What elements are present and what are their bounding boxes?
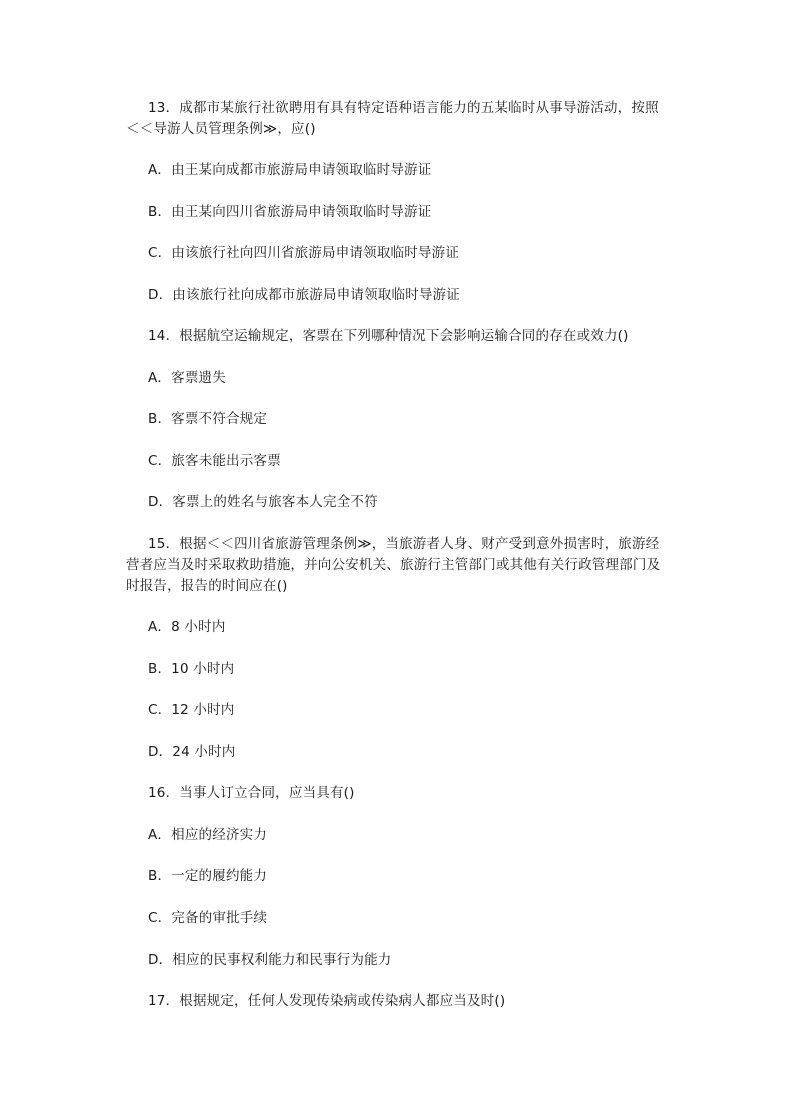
question-13-line-2: ＜＜导游人员管理条例≫，应() bbox=[126, 121, 316, 137]
question-13-option-b: B．由王某向四川省旅游局申请领取临时导游证 bbox=[148, 204, 432, 220]
question-15-option-a: A．8 小时内 bbox=[148, 619, 226, 635]
question-14-option-a: A．客票遗失 bbox=[148, 370, 226, 386]
question-15-option-b: B．10 小时内 bbox=[148, 661, 235, 677]
question-13-line-1: 13．成都市某旅行社欲聘用有具有特定语种语言能力的五某临时从事导游活动，按照 bbox=[148, 100, 659, 116]
question-15-option-d: D．24 小时内 bbox=[148, 744, 236, 760]
question-13-option-d: D．由该旅行社向成都市旅游局申请领取临时导游证 bbox=[148, 287, 460, 303]
question-14-line-1: 14．根据航空运输规定，客票在下列哪种情况下会影响运输合同的存在或效力() bbox=[148, 328, 629, 344]
question-16-option-b: B．一定的履约能力 bbox=[148, 868, 268, 884]
question-14-option-c: C．旅客未能出示客票 bbox=[148, 453, 281, 469]
question-17-line-1: 17．根据规定，任何人发现传染病或传染病人都应当及时() bbox=[148, 993, 506, 1009]
question-16-line-1: 16．当事人订立合同，应当具有() bbox=[148, 785, 355, 801]
question-13-option-c: C．由该旅行社向四川省旅游局申请领取临时导游证 bbox=[148, 245, 460, 261]
question-16-option-c: C．完备的审批手续 bbox=[148, 910, 268, 926]
question-15-option-c: C．12 小时内 bbox=[148, 702, 235, 718]
question-14-option-d: D．客票上的姓名与旅客本人完全不符 bbox=[148, 494, 378, 510]
question-14-option-b: B．客票不符合规定 bbox=[148, 411, 268, 427]
question-16-option-a: A．相应的经济实力 bbox=[148, 827, 268, 843]
question-13-option-a: A．由王某向成都市旅游局申请领取临时导游证 bbox=[148, 162, 432, 178]
question-16-option-d: D．相应的民事权利能力和民事行为能力 bbox=[148, 952, 392, 968]
question-15-line-1: 15．根据＜＜四川省旅游管理条例≫，当旅游者人身、财产受到意外损害时，旅游经 bbox=[148, 536, 660, 552]
question-15-line-2: 营者应当及时采取救助措施，并向公安机关、旅游行主管部门或其他有关行政管理部门及 bbox=[126, 557, 661, 573]
question-15-line-3: 时报告，报告的时间应在() bbox=[126, 578, 288, 594]
